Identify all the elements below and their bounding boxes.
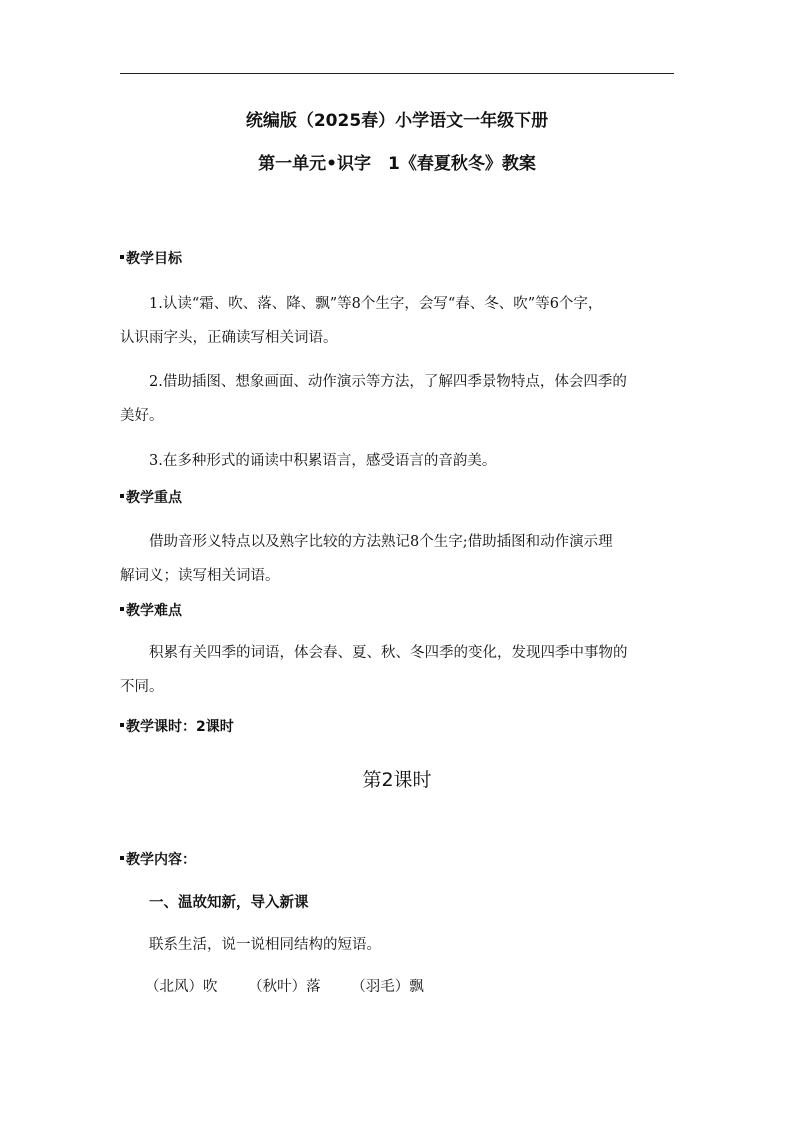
- difficulties-line-2: 不同。: [120, 679, 164, 695]
- goals-heading: [120, 248, 182, 268]
- lesson-hours-label: 教学课时：2课时: [126, 719, 234, 735]
- difficulties-heading-label: 教学难点: [126, 603, 182, 619]
- top-rule: [120, 73, 674, 74]
- phrase-item: （北风）吹: [145, 979, 218, 995]
- key-points-heading: [120, 487, 182, 507]
- bullet-icon: [120, 723, 124, 727]
- goal-2-line-2: 美好。: [120, 408, 164, 424]
- key-points-line-2: 解词义；读写相关词语。: [120, 568, 280, 584]
- bullet-icon: [120, 607, 124, 611]
- goal-1-line-1: 1.认读“霜、吹、落、降、飘”等8个生字，会写“春、冬、吹”等6个字，: [149, 296, 603, 312]
- goal-3-line-1: 3.在多种形式的诵读中积累语言，感受语言的音韵美。: [149, 453, 497, 469]
- lesson-title: 第2课时: [362, 769, 432, 791]
- difficulties: [120, 636, 680, 704]
- difficulties-line-1: 积累有关四季的词语，体会春、夏、秋、冬四季的变化，发现四季中事物的: [149, 645, 628, 661]
- step-1-heading: 一、温故知新，导入新课: [149, 895, 309, 911]
- goal-2: [120, 365, 680, 433]
- document-subtitle: 第一单元•识字 1《春夏秋冬》教案: [258, 154, 536, 174]
- phrase-item: （羽毛）飘: [351, 979, 424, 995]
- key-points-heading-label: 教学重点: [126, 490, 182, 506]
- goal-2-line-1: 2.借助插图、想象画面、动作演示等方法，了解四季景物特点，体会四季的: [149, 374, 627, 390]
- bullet-icon: [120, 856, 124, 860]
- goal-1-line-2: 认识雨字头，正确读写相关词语。: [120, 330, 338, 346]
- difficulties-heading: [120, 600, 182, 620]
- goals-heading-label: 教学目标: [126, 251, 182, 267]
- goal-1: [120, 287, 680, 355]
- phrase-list: [145, 975, 450, 996]
- bullet-icon: [120, 494, 124, 498]
- key-points-line-1: 借助音形义特点以及熟字比较的方法熟记8个生字;借助插图和动作演示理: [149, 534, 613, 550]
- step-1-text: 联系生活，说一说相同结构的短语。: [149, 937, 381, 953]
- phrase-item: （秋叶）落: [248, 979, 321, 995]
- bullet-icon: [120, 255, 124, 259]
- document-title: 统编版（2025春）小学语文一年级下册: [245, 111, 549, 131]
- content-heading: [120, 849, 196, 869]
- content-heading-label: 教学内容：: [126, 852, 196, 868]
- goal-3: [120, 444, 680, 478]
- lesson-hours-heading: [120, 716, 234, 736]
- key-points: [120, 525, 680, 593]
